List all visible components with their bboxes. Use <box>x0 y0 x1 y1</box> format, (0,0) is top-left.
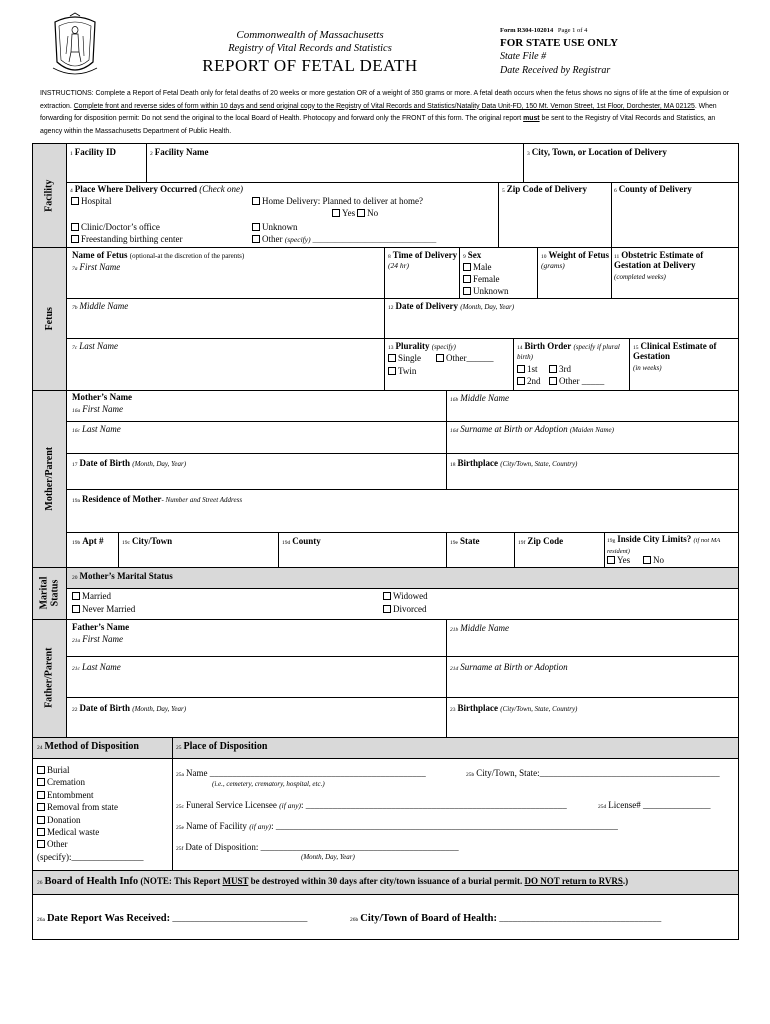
checkbox[interactable] <box>37 840 45 848</box>
obstetric-label: 11 Obstetric Estimate of Gestation at Delivery (completed weeks) <box>614 250 704 281</box>
marital-status-label: 20 Mother’s Marital Status <box>72 571 173 581</box>
mother-surname-label: 16d Surname at Birth or Adoption (Maiden Name) <box>450 424 614 434</box>
opt-entombment[interactable]: Entombment <box>37 789 143 801</box>
order-first[interactable]: 1st <box>517 364 538 374</box>
instructions: INSTRUCTIONS: Complete a Report of Fetal Death only for fetal deaths of 20 weeks or more gestation OR of a weight of 350 grams or more. A fetal death occurs when the fetus shows no signs of life at the time of expulsion or extraction. Complete front and reverse sides of form within 10 days and send original copy to the Registry of Vital Records and Statistics/Natality Data Unit-FD, 150 Mt. Vernon Street, 1st Floor, Dorchester, MA 02125. When forwarding for disposition permit: Do not send the original to the local Board of Health. Photocopy and forward only the FRONT of this form. The original report must be sent to the Registry of Vital Records and Statistics, an agency within the Massachusetts Department of Public Health. <box>40 90 730 135</box>
father-last-name-label: 21c Last Name <box>72 662 121 672</box>
father-middle-name-label: 21b Middle Name <box>450 623 509 633</box>
inside-city-no[interactable]: No <box>643 555 664 565</box>
checkbox[interactable] <box>549 365 557 373</box>
section-fetus: Fetus <box>43 306 55 331</box>
funeral-licensee-field[interactable]: 25c Funeral Service Licensee (if any): __________________________________________________________ <box>176 800 567 810</box>
checkbox[interactable] <box>72 605 80 613</box>
checkbox[interactable] <box>388 367 396 375</box>
plurality-other[interactable]: Other______ <box>436 353 494 363</box>
checkbox[interactable] <box>72 592 80 600</box>
method-disposition-label: 24 Method of Disposition <box>37 741 139 752</box>
fetus-name-label: Name of Fetus (optional-at the discretion of the parents) <box>72 250 245 260</box>
order-third[interactable]: 3rd <box>549 364 571 374</box>
commonwealth-line: Commonwealth of Massachusetts <box>236 29 384 41</box>
mother-zip-label: 19f Zip Code <box>518 536 564 546</box>
facility-id-label: 1 Facility ID <box>70 147 116 157</box>
opt-removal[interactable]: Removal from state <box>37 801 143 813</box>
mother-apt-label: 19b Apt # <box>72 536 104 546</box>
section-father: Father/Parent <box>43 647 55 709</box>
checkbox[interactable] <box>463 287 471 295</box>
checkbox[interactable] <box>463 275 471 283</box>
opt-medical-waste[interactable]: Medical waste <box>37 826 143 838</box>
checkbox[interactable] <box>37 766 45 774</box>
seal-icon <box>50 12 100 80</box>
checkbox[interactable] <box>517 377 525 385</box>
checkbox[interactable] <box>252 197 260 205</box>
opt-unknown[interactable]: Unknown <box>252 222 298 232</box>
sex-male[interactable]: Male <box>463 262 492 272</box>
delivery-location-label: 3 City, Town, or Location of Delivery <box>527 147 667 157</box>
sex-unknown[interactable]: Unknown <box>463 286 509 296</box>
weight-label: 10 Weight of Fetus (grams) <box>541 250 609 271</box>
board-city-field[interactable]: 26b City/Town of Board of Health: ____________________________________ <box>350 913 662 924</box>
opt-donation[interactable]: Donation <box>37 814 143 826</box>
state-file-label: State File # <box>500 51 547 62</box>
registry-line: Registry of Vital Records and Statistics <box>228 43 392 54</box>
opt-divorced[interactable]: Divorced <box>383 604 427 614</box>
checkbox[interactable] <box>37 816 45 824</box>
opt-married[interactable]: Married <box>72 591 111 601</box>
disp-city-field[interactable]: 25b City/Town, State:________________________________________ <box>466 768 720 778</box>
checkbox[interactable] <box>37 778 45 786</box>
facility-name-label: 2 Facility Name <box>150 147 209 157</box>
disp-name-note: (i.e., cemetery, crematory, hospital, etc.) <box>212 780 325 788</box>
checkbox[interactable] <box>383 605 391 613</box>
section-marital: Marital Status <box>38 576 61 610</box>
checkbox[interactable] <box>71 223 79 231</box>
checkbox[interactable] <box>37 803 45 811</box>
plurality-label: 13 Plurality (specify) <box>388 341 456 351</box>
section-mother: Mother/Parent <box>43 446 55 511</box>
fetus-middle-name-label: 7b Middle Name <box>72 301 129 311</box>
disp-other-specify[interactable]: (specify):________________ <box>37 851 144 862</box>
time-delivery-label: 8 Time of Delivery (24 hr) <box>388 250 458 271</box>
inside-city-label: 19g Inside City Limits? (if not MA resident) <box>607 534 721 555</box>
license-field[interactable]: 25d License# _______________ <box>598 800 711 810</box>
home-yes-no[interactable]: Yes No <box>332 208 378 218</box>
mother-last-name-label: 16c Last Name <box>72 424 121 434</box>
county-delivery-label: 6 County of Delivery <box>614 184 692 194</box>
mother-city-label: 19c City/Town <box>122 536 173 546</box>
opt-disp-other[interactable]: Other <box>37 838 143 850</box>
place-disposition-label: 25 Place of Disposition <box>176 741 268 752</box>
father-dob-label: 22 Date of Birth (Month, Day, Year) <box>72 703 187 713</box>
opt-burial[interactable]: Burial <box>37 764 143 776</box>
checkbox[interactable] <box>463 263 471 271</box>
page-title: REPORT OF FETAL DEATH <box>202 56 418 75</box>
mother-middle-name-label: 16b Middle Name <box>450 393 509 403</box>
father-name-label: Father’s Name <box>72 622 130 632</box>
checkbox[interactable] <box>252 235 260 243</box>
order-second[interactable]: 2nd <box>517 376 541 386</box>
opt-other[interactable]: Other (specify) _________________________________ <box>252 234 436 245</box>
date-delivery-label: 12 Date of Delivery (Month, Day, Year) <box>388 301 515 311</box>
checkbox[interactable] <box>252 223 260 231</box>
state-use-heading: FOR STATE USE ONLY <box>500 37 619 49</box>
board-date-received-field[interactable]: 26a Date Report Was Received: ______________________________ <box>37 913 308 924</box>
plurality-single[interactable]: Single <box>388 353 421 363</box>
opt-cremation[interactable]: Cremation <box>37 776 143 788</box>
method-options <box>37 764 143 863</box>
mother-residence-label: 19a Residence of Mother- Number and Street Address <box>72 494 243 504</box>
checkbox[interactable] <box>517 365 525 373</box>
clinical-label: 15 Clinical Estimate of Gestation (in weeks) <box>633 341 717 372</box>
fetus-first-name-label: 7a First Name <box>72 262 121 272</box>
state-seal <box>50 12 100 80</box>
place-delivery-label: 4 Place Where Delivery Occurred (Check one) <box>70 184 243 194</box>
sex-female[interactable]: Female <box>463 274 500 284</box>
checkbox[interactable] <box>436 354 444 362</box>
plurality-twin[interactable]: Twin <box>388 366 416 376</box>
checkbox[interactable] <box>71 197 79 205</box>
checkbox[interactable] <box>549 377 557 385</box>
mother-first-name-label: 16a First Name <box>72 404 124 414</box>
inside-city-yes[interactable]: Yes <box>607 555 630 565</box>
disp-facility-field[interactable]: 25e Name of Facility (if any): ____________________________________________________________________________ <box>176 821 618 831</box>
opt-freestanding[interactable]: Freestanding birthing center <box>71 234 182 244</box>
checkbox[interactable] <box>332 209 340 217</box>
disp-date-note: (Month, Day, Year) <box>301 853 355 861</box>
checkbox[interactable] <box>607 556 615 564</box>
father-surname-label: 21d Surname at Birth or Adoption <box>450 662 568 672</box>
birth-order-label: 14 Birth Order (specify if plural birth) <box>517 341 620 362</box>
checkbox[interactable] <box>357 209 365 217</box>
section-facility: Facility <box>43 179 55 212</box>
sex-label: 9 Sex <box>463 250 482 260</box>
checkbox[interactable] <box>37 791 45 799</box>
opt-home-delivery[interactable]: Home Delivery: Planned to deliver at home? <box>252 196 423 206</box>
date-received-label: Date Received by Registrar <box>500 65 611 76</box>
checkbox[interactable] <box>71 235 79 243</box>
father-first-name-label: 21a First Name <box>72 634 124 644</box>
mother-state-label: 19e State <box>450 536 480 546</box>
disp-name-field[interactable]: 25a Name ________________________________________________ <box>176 768 426 778</box>
page-info: Page 1 of 4 <box>557 27 588 34</box>
opt-never-married[interactable]: Never Married <box>72 604 135 614</box>
checkbox[interactable] <box>643 556 651 564</box>
checkbox[interactable] <box>388 354 396 362</box>
mother-birthplace-label: 18 Birthplace (City/Town, State, Country) <box>450 458 578 468</box>
checkbox[interactable] <box>383 592 391 600</box>
board-health-heading: 26 Board of Health Info (NOTE: This Report MUST be destroyed within 30 days after city/town issuance of a burial permit. DO NOT return to RVRS.) <box>37 876 629 887</box>
father-birthplace-label: 23 Birthplace (City/Town, State, Country) <box>450 703 578 713</box>
mother-county-label: 19d County <box>282 536 321 546</box>
opt-clinic[interactable]: Clinic/Doctor’s office <box>71 222 160 232</box>
fetus-last-name-label: 7c Last Name <box>72 341 118 351</box>
zip-delivery-label: 5 Zip Code of Delivery <box>502 184 587 194</box>
form-id: Form R304-102014 <box>500 27 554 34</box>
mother-name-label: Mother’s Name <box>72 392 133 402</box>
form-number <box>500 27 587 34</box>
order-other[interactable]: Other _____ <box>549 376 604 386</box>
opt-hospital[interactable]: Hospital <box>71 196 112 206</box>
opt-widowed[interactable]: Widowed <box>383 591 428 601</box>
disp-date-field[interactable]: 25f Date of Disposition: ____________________________________________ <box>176 842 459 852</box>
mother-dob-label: 17 Date of Birth (Month, Day, Year) <box>72 458 187 468</box>
checkbox[interactable] <box>37 828 45 836</box>
